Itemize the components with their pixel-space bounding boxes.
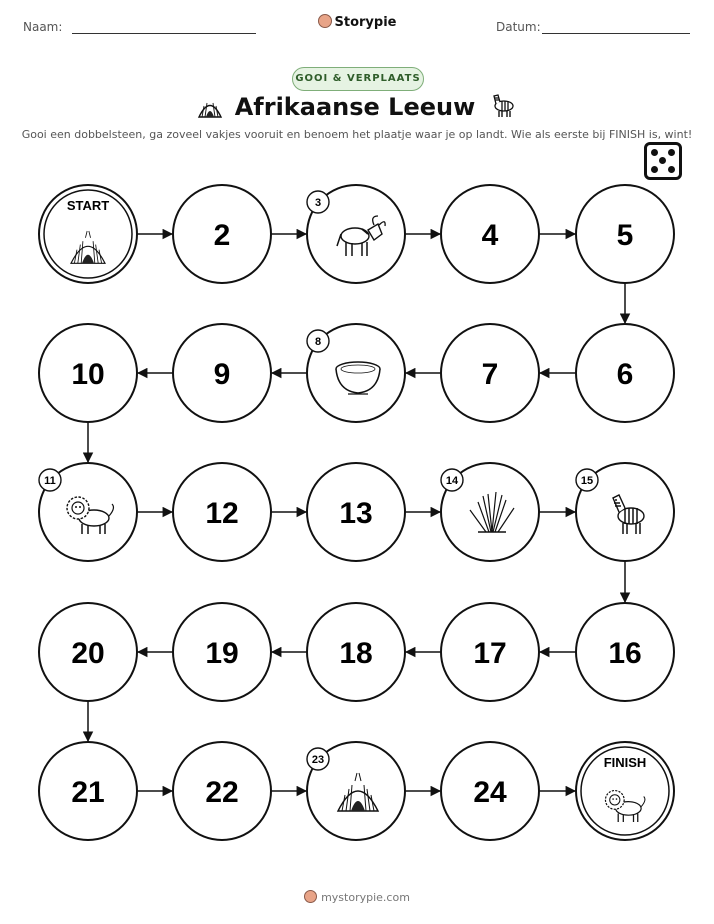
board-cell <box>576 603 674 701</box>
board-cell <box>441 603 539 701</box>
board-cell <box>39 324 137 422</box>
board-cell <box>173 742 271 840</box>
board-cell <box>307 603 405 701</box>
instructions: Gooi een dobbelsteen, ga zoveel vakjes vooruit en benoem het plaatje waar je op landt. Wie als eerste bij FINISH is, wint! <box>21 128 693 141</box>
cell-number: 12 <box>205 497 239 530</box>
cell-number: 19 <box>205 637 239 670</box>
board-cell <box>307 742 405 840</box>
cell-number: 15 <box>580 475 594 487</box>
board-cell <box>39 742 137 840</box>
cell-number: 5 <box>616 219 634 252</box>
board-cell <box>173 324 271 422</box>
footer-site: mystorypie.com <box>321 891 410 904</box>
board-cell <box>307 324 405 422</box>
board-cell <box>39 463 137 561</box>
cell-number: 20 <box>71 637 105 670</box>
cell-label: FINISH <box>603 755 647 770</box>
board-cell <box>39 185 137 283</box>
board-cell <box>173 603 271 701</box>
board-cell <box>307 185 405 283</box>
cell-number: 13 <box>339 497 373 530</box>
cell-number: 24 <box>473 776 507 809</box>
cell-label: START <box>66 198 110 213</box>
cell-number: 17 <box>473 637 507 670</box>
board-cell <box>307 463 405 561</box>
name-label: Naam: <box>23 20 63 34</box>
cell-number: 8 <box>314 336 322 348</box>
title-text: Afrikaanse Leeuw <box>234 93 476 121</box>
board-cell <box>441 463 539 561</box>
cell-number: 18 <box>339 637 373 670</box>
board-cell <box>576 742 674 840</box>
board-cell <box>39 603 137 701</box>
cell-number: 11 <box>44 475 56 487</box>
brand-name: Storypie <box>334 15 397 30</box>
cell-number: 9 <box>213 358 231 391</box>
cell-number: 16 <box>608 637 642 670</box>
cell-number: 6 <box>616 358 634 391</box>
cell-number: 3 <box>314 197 322 209</box>
board-cell <box>441 185 539 283</box>
board-cell <box>173 185 271 283</box>
cell-number: 2 <box>213 219 231 252</box>
footer <box>0 890 714 904</box>
storypie-logo-icon <box>304 890 317 903</box>
board-cell <box>576 463 674 561</box>
board-cell <box>173 463 271 561</box>
cell-number: 4 <box>481 219 499 252</box>
date-label: Datum: <box>496 20 541 34</box>
board-cell <box>576 185 674 283</box>
board-cell <box>441 324 539 422</box>
activity-badge: GOOI & VERPLAATS <box>292 67 424 91</box>
board-cell <box>576 324 674 422</box>
cell-number: 14 <box>445 475 459 487</box>
board-cell <box>441 742 539 840</box>
cell-number: 10 <box>71 358 105 391</box>
cell-number: 21 <box>71 776 105 809</box>
cell-number: 7 <box>481 358 499 391</box>
cell-number: 22 <box>205 776 239 809</box>
cell-number: 23 <box>311 754 325 766</box>
